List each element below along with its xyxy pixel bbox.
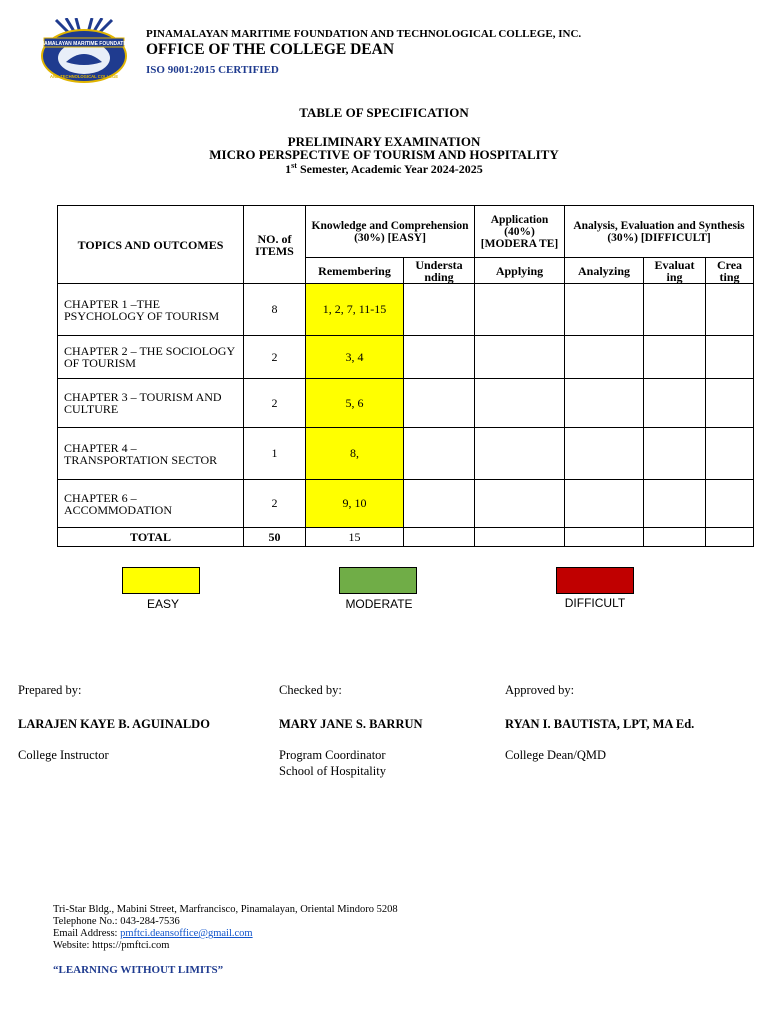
header-evaluating: Evaluat ing <box>644 258 706 284</box>
legend-label-easy: EASY <box>146 597 179 611</box>
header-creating: Crea ting <box>706 258 754 284</box>
header-application: Application (40%) [MODERA TE] <box>475 206 565 258</box>
legend-swatch-difficult <box>556 567 634 594</box>
checked-by-name: MARY JANE S. BARRUN <box>279 717 423 731</box>
row-remembering: 9, 10 <box>306 480 404 528</box>
row-topic: CHAPTER 6 – ACCOMMODATION <box>58 480 244 528</box>
header-items: NO. of ITEMS <box>244 206 306 284</box>
iso-certification: ISO 9001:2015 CERTIFIED <box>146 64 279 76</box>
semester-suffix: st <box>291 161 297 170</box>
checked-by-label: Checked by: <box>279 683 342 697</box>
legend-label-difficult: DIFFICULT <box>564 596 626 610</box>
row-remembering: 5, 6 <box>306 379 404 428</box>
table-row <box>58 379 754 428</box>
total-remembering: 15 <box>306 528 404 547</box>
header-applying: Applying <box>475 258 565 284</box>
institution-name: PINAMALAYAN MARITIME FOUNDATION AND TECHNOLOGICAL COLLEGE, INC. <box>146 28 582 40</box>
footer-address: Tri-Star Bldg., Mabini Street, Marfrancisco, Pinamalayan, Oriental Mindoro 5208 <box>53 904 398 915</box>
logo-bottom-text: AND TECHNOLOGICAL COLLEGE <box>49 74 119 79</box>
row-items: 1 <box>244 428 306 480</box>
college-logo <box>36 18 132 84</box>
footer-motto: “LEARNING WITHOUT LIMITS” <box>53 964 224 976</box>
row-remembering: 1, 2, 7, 11-15 <box>306 284 404 336</box>
table-row <box>58 480 754 528</box>
legend-swatch-moderate <box>339 567 417 594</box>
row-items: 2 <box>244 379 306 428</box>
row-items: 2 <box>244 480 306 528</box>
exam-title: PRELIMINARY EXAMINATION <box>287 134 481 149</box>
logo-top-text: PINAMALAYAN MARITIME FOUNDATION <box>36 41 132 47</box>
table-row <box>58 428 754 480</box>
footer-website: Website: https://pmftci.com <box>53 940 170 951</box>
row-remembering: 3, 4 <box>306 336 404 379</box>
row-remembering: 8, <box>306 428 404 480</box>
office-title: OFFICE OF THE COLLEGE DEAN <box>146 41 395 58</box>
course-title: MICRO PERSPECTIVE OF TOURISM AND HOSPITALITY <box>209 147 559 162</box>
row-topic: CHAPTER 1 –THE PSYCHOLOGY OF TOURISM <box>58 284 244 336</box>
document-title: TABLE OF SPECIFICATION <box>299 105 469 120</box>
legend-swatch-easy <box>122 567 200 594</box>
header-knowledge: Knowledge and Comprehension (30%) [EASY] <box>306 206 475 258</box>
table-row <box>58 284 754 336</box>
approved-by-label: Approved by: <box>505 683 575 697</box>
row-topic: CHAPTER 3 – TOURISM AND CULTURE <box>58 379 244 428</box>
header-analyzing: Analyzing <box>565 258 644 284</box>
prepared-by-name: LARAJEN KAYE B. AGUINALDO <box>18 717 210 731</box>
total-row <box>58 528 754 547</box>
prepared-by-label: Prepared by: <box>18 683 82 697</box>
specification-table <box>57 205 754 547</box>
checked-by-department: School of Hospitality <box>279 764 386 778</box>
semester-line <box>0 161 768 177</box>
header-remembering: Remembering <box>306 258 404 284</box>
semester-number: 1 <box>285 162 292 176</box>
approved-by-name: RYAN I. BAUTISTA, LPT, MA Ed. <box>505 717 695 731</box>
total-items: 50 <box>244 528 306 547</box>
row-items: 8 <box>244 284 306 336</box>
prepared-by-position: College Instructor <box>18 748 109 762</box>
row-topic: CHAPTER 2 – THE SOCIOLOGY OF TOURISM <box>58 336 244 379</box>
checked-by-position: Program Coordinator <box>279 748 386 762</box>
footer-email-link[interactable]: pmftci.deansoffice@gmail.com <box>120 928 253 939</box>
row-topic: CHAPTER 4 – TRANSPORTATION SECTOR <box>58 428 244 480</box>
approved-by-position: College Dean/QMD <box>505 748 607 762</box>
header-topics: TOPICS AND OUTCOMES <box>58 206 244 284</box>
legend-label-moderate: MODERATE <box>345 597 413 611</box>
footer-telephone: Telephone No.: 043-284-7536 <box>53 916 180 927</box>
header-analysis: Analysis, Evaluation and Synthesis (30%) [DIFFICULT] <box>565 206 754 258</box>
row-items: 2 <box>244 336 306 379</box>
semester-text: Semester, Academic Year 2024-2025 <box>296 162 483 176</box>
table-row <box>58 336 754 379</box>
total-label: TOTAL <box>58 528 244 547</box>
footer-email-line <box>53 928 253 939</box>
header-understanding: Understa nding <box>404 258 475 284</box>
footer-email-label: Email Address: <box>53 928 121 939</box>
